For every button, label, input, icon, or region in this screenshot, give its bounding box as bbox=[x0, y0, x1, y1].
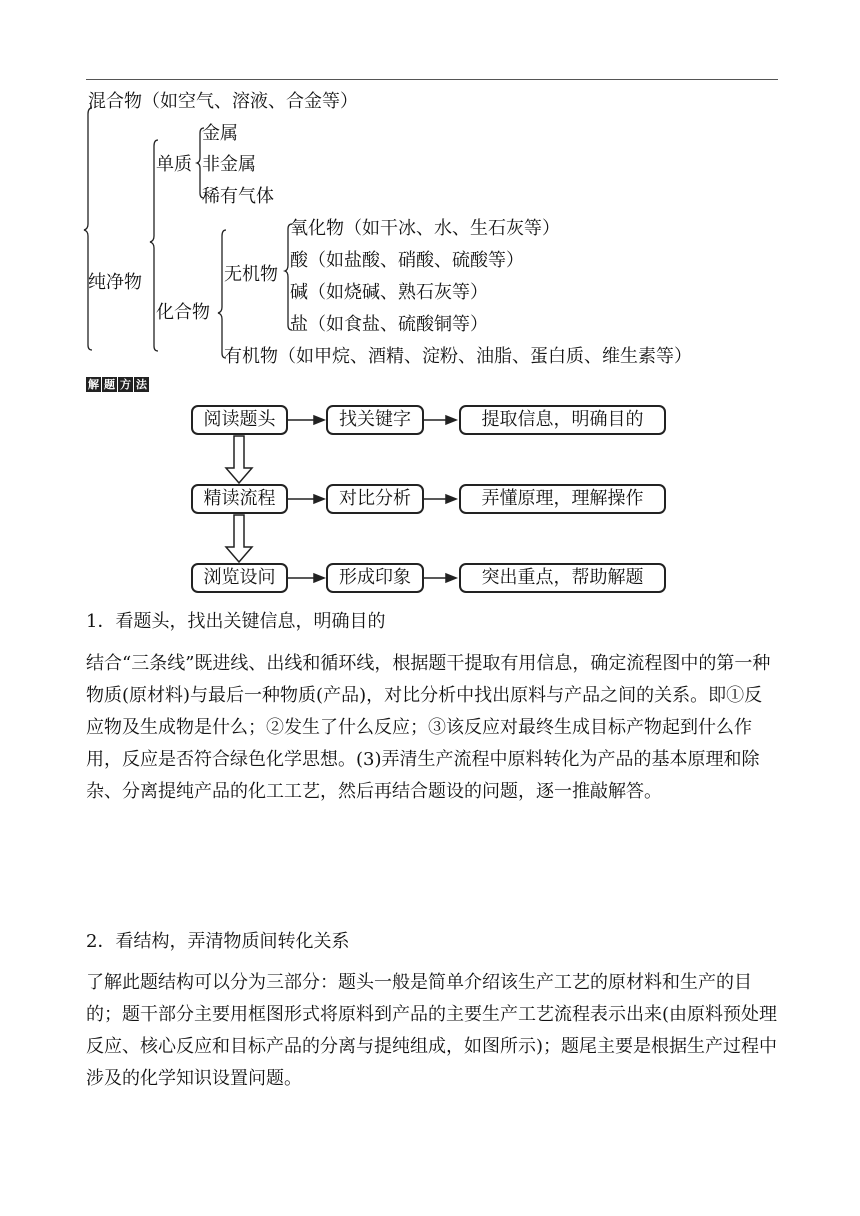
noble-gas-label: 稀有气体 bbox=[202, 186, 274, 207]
element-label: 单质 bbox=[156, 154, 192, 175]
salt-label: 盐（如食盐、硫酸铜等） bbox=[290, 314, 488, 335]
flow-box-browse-questions: 浏览设问 bbox=[191, 563, 288, 593]
flow-box-read-process: 精读流程 bbox=[191, 484, 288, 514]
section-1-text: 结合“三条线”既进线、出线和循环线，根据题干提取有用信息，确定流程图中的第一种物质(原材料)与最后一种物质(产品)，对比分析中找出原料与产品之间的关系。即①反应物及生成物是什么；②发生了什么反应；③该反应对最终生成目标产物起到什么作用，反应是否符合绿色化学思想。(3)弄清生产流程中原料转化为产品的基本原理和除杂、分离提纯产品的化工工艺，然后再结合题设的问题，逐一推敲解答。 bbox=[86, 653, 771, 802]
flow-box-compare: 对比分析 bbox=[326, 484, 424, 514]
organic-label: 有机物（如甲烷、酒精、淀粉、油脂、蛋白质、维生素等） bbox=[224, 346, 692, 367]
flow-box-extract-info: 提取信息，明确目的 bbox=[459, 405, 666, 435]
oxide-label: 氧化物（如干冰、水、生石灰等） bbox=[290, 218, 560, 239]
badge-char: 解 bbox=[88, 378, 99, 391]
flow-box-read-head: 阅读题头 bbox=[191, 405, 288, 435]
badge-char: 题 bbox=[104, 378, 115, 391]
section-2-body bbox=[86, 967, 780, 1095]
base-label: 碱（如烧碱、熟石灰等） bbox=[290, 282, 488, 303]
nonmetal-label: 非金属 bbox=[202, 154, 256, 175]
section-2-text: 了解此题结构可以分为三部分：题头一般是简单介绍该生产工艺的原材料和生产的目的；题干部分主要用框图形式将原料到产品的主要生产工艺流程表示出来(由原料预处理反应、核心反应和目标产品的分离与提纯组成，如图所示)；题尾主要是根据生产过程中涉及的化学知识设置问题。 bbox=[86, 972, 778, 1089]
acid-label: 酸（如盐酸、硝酸、硫酸等） bbox=[290, 250, 524, 271]
pure-substance-label: 纯净物 bbox=[88, 272, 142, 293]
section-2-title: 2．看结构，弄清物质间转化关系 bbox=[86, 931, 350, 952]
flow-box-keywords: 找关键字 bbox=[326, 405, 424, 435]
section-1-title: 1．看题头，找出关键信息，明确目的 bbox=[86, 611, 386, 632]
badge-char: 方 bbox=[120, 378, 131, 391]
inorganic-label: 无机物 bbox=[224, 264, 278, 285]
metal-label: 金属 bbox=[202, 123, 238, 144]
section-1-body bbox=[86, 648, 780, 808]
badge-char: 法 bbox=[136, 378, 147, 391]
compound-label: 化合物 bbox=[156, 302, 210, 323]
flow-box-impression: 形成印象 bbox=[326, 563, 424, 593]
flow-box-highlight: 突出重点，帮助解题 bbox=[459, 563, 666, 593]
mixture-label: 混合物（如空气、溶液、合金等） bbox=[88, 91, 358, 112]
flow-box-understand: 弄懂原理，理解操作 bbox=[459, 484, 666, 514]
